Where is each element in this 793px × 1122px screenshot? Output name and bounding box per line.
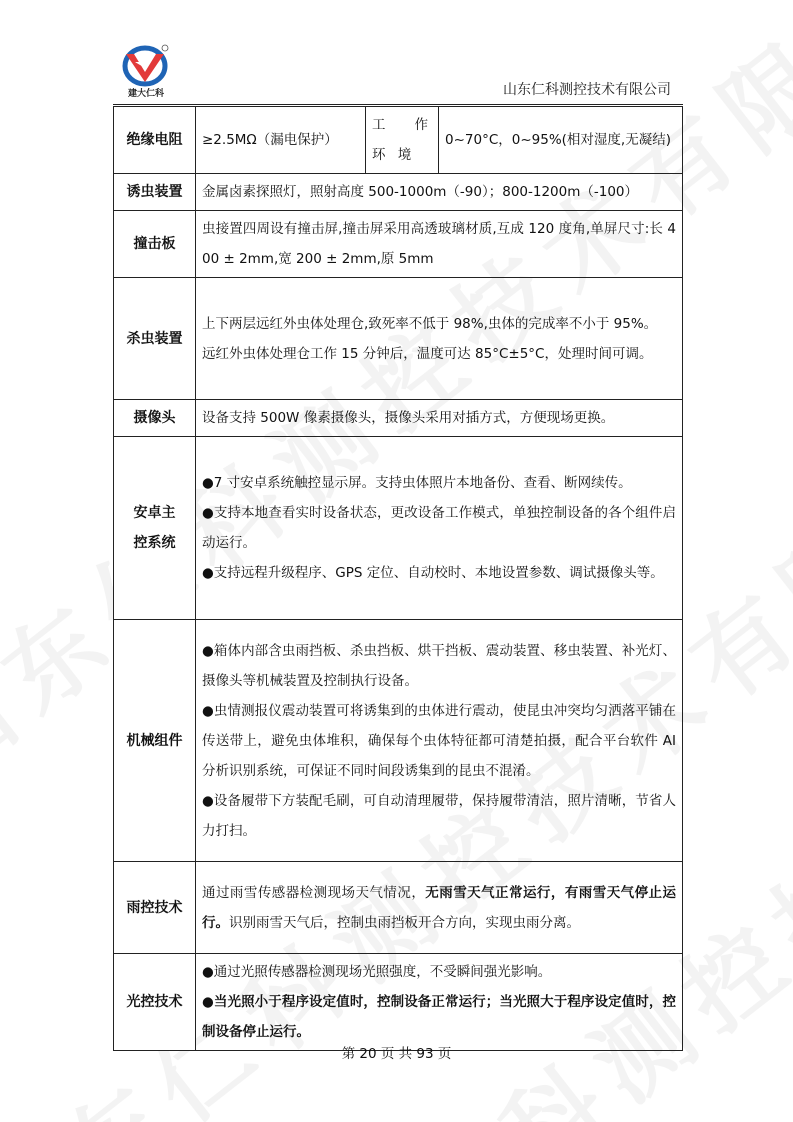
row-label: 绝缘电阻: [114, 107, 196, 174]
row-value: 设备支持 500W 像素摄像头，摄像头采用对插方式，方便现场更换。: [196, 400, 683, 437]
row-value: [196, 278, 683, 400]
table-row: [114, 862, 683, 954]
row-label: 光控技术: [114, 954, 196, 1051]
paragraph: ●支持本地查看实时设备状态，更改设备工作模式，单独控制设备的各个组件启动运行。: [202, 505, 676, 551]
paragraph-bold: ●当光照小于程序设定值时，控制设备正常运行；当光照大于程序设定值时，控制设备停止运行。: [202, 994, 676, 1040]
env-label: 工 作 环 境: [366, 107, 439, 174]
row-label: 安卓主控系统: [114, 437, 196, 620]
paragraph: ●虫情测报仪震动装置可将诱集到的虫体进行震动，使昆虫冲突均匀洒落平铺在传送带上，避免虫体堆积，确保每个虫体特征都可清楚拍摄，配合平台软件 AI 分析识别系统，可保证不同时间段诱集到的昆虫不混淆。: [202, 702, 676, 779]
logo-text: 建大仁科: [127, 89, 164, 99]
paragraph: ●设备履带下方装配毛刷，可自动清理履带，保持履带清洁，照片清晰，节省人力打扫。: [202, 792, 676, 839]
row-label: 雨控技术: [114, 862, 196, 954]
rain-intro: 通过雨雪传感器检测现场天气情况，: [202, 884, 426, 901]
row-value: [196, 954, 683, 1051]
env-value: 0~70°C，0~95%(相对湿度,无凝结): [439, 107, 683, 174]
rain-tail: 识别雨雪天气后，控制虫雨挡板开合方向，实现虫雨分离。: [229, 914, 580, 931]
row-value: [196, 620, 683, 862]
row-label: 摄像头: [114, 400, 196, 437]
company-name: 山东仁科测控技术有限公司: [503, 82, 671, 98]
table-row: [114, 278, 683, 400]
header-divider: [113, 104, 683, 105]
row-value: 虫接置四周设有撞击屏,撞击屏采用高透玻璃材质,互成 120 度角,单屏尺寸:长 400 ± 2mm,宽 200 ± 2mm,原 5mm: [196, 211, 683, 278]
paragraph: ●通过光照传感器检测现场光照强度，不受瞬间强光影响。: [202, 964, 552, 980]
paragraph: 上下两层远红外虫体处理仓,致死率不低于 98%,虫体的完成率不小于 95%。: [202, 315, 658, 332]
row-label: 机械组件: [114, 620, 196, 862]
row-value: ≥2.5MΩ（漏电保护）: [196, 107, 366, 174]
spec-table: [113, 106, 683, 1051]
row-value: [196, 862, 683, 954]
paragraph: ●7 寸安卓系统触控显示屏。支持虫体照片本地备份、查看、断网续传。: [202, 475, 632, 491]
table-row: [114, 107, 683, 174]
paragraph: ●支持远程升级程序、GPS 定位、自动校时、本地设置参数、调试摄像头等。: [202, 565, 664, 581]
table-row: [114, 174, 683, 211]
table-row: [114, 400, 683, 437]
table-row: [114, 620, 683, 862]
row-value: [196, 437, 683, 620]
row-label: 撞击板: [114, 211, 196, 278]
row-value: 金属卤素探照灯，照射高度 500-1000m（-90）；800-1200m（-100）: [196, 174, 683, 211]
page-number: 第 20 页 共 93 页: [341, 1046, 452, 1062]
paragraph: 远红外虫体处理仓工作 15 分钟后，温度可达 85°C±5°C，处理时间可调。: [202, 345, 653, 362]
row-label: 杀虫装置: [114, 278, 196, 400]
paragraph: ●箱体内部含虫雨挡板、杀虫挡板、烘干挡板、震动装置、移虫装置、补光灯、摄像头等机械装置及控制执行设备。: [202, 642, 676, 689]
row-label: 诱虫装置: [114, 174, 196, 211]
table-row: [114, 954, 683, 1051]
table-row: [114, 211, 683, 278]
table-row: [114, 437, 683, 620]
rain-bold: 无雨雪天气正常运行，有雨雪天气停止运行。: [202, 884, 677, 931]
